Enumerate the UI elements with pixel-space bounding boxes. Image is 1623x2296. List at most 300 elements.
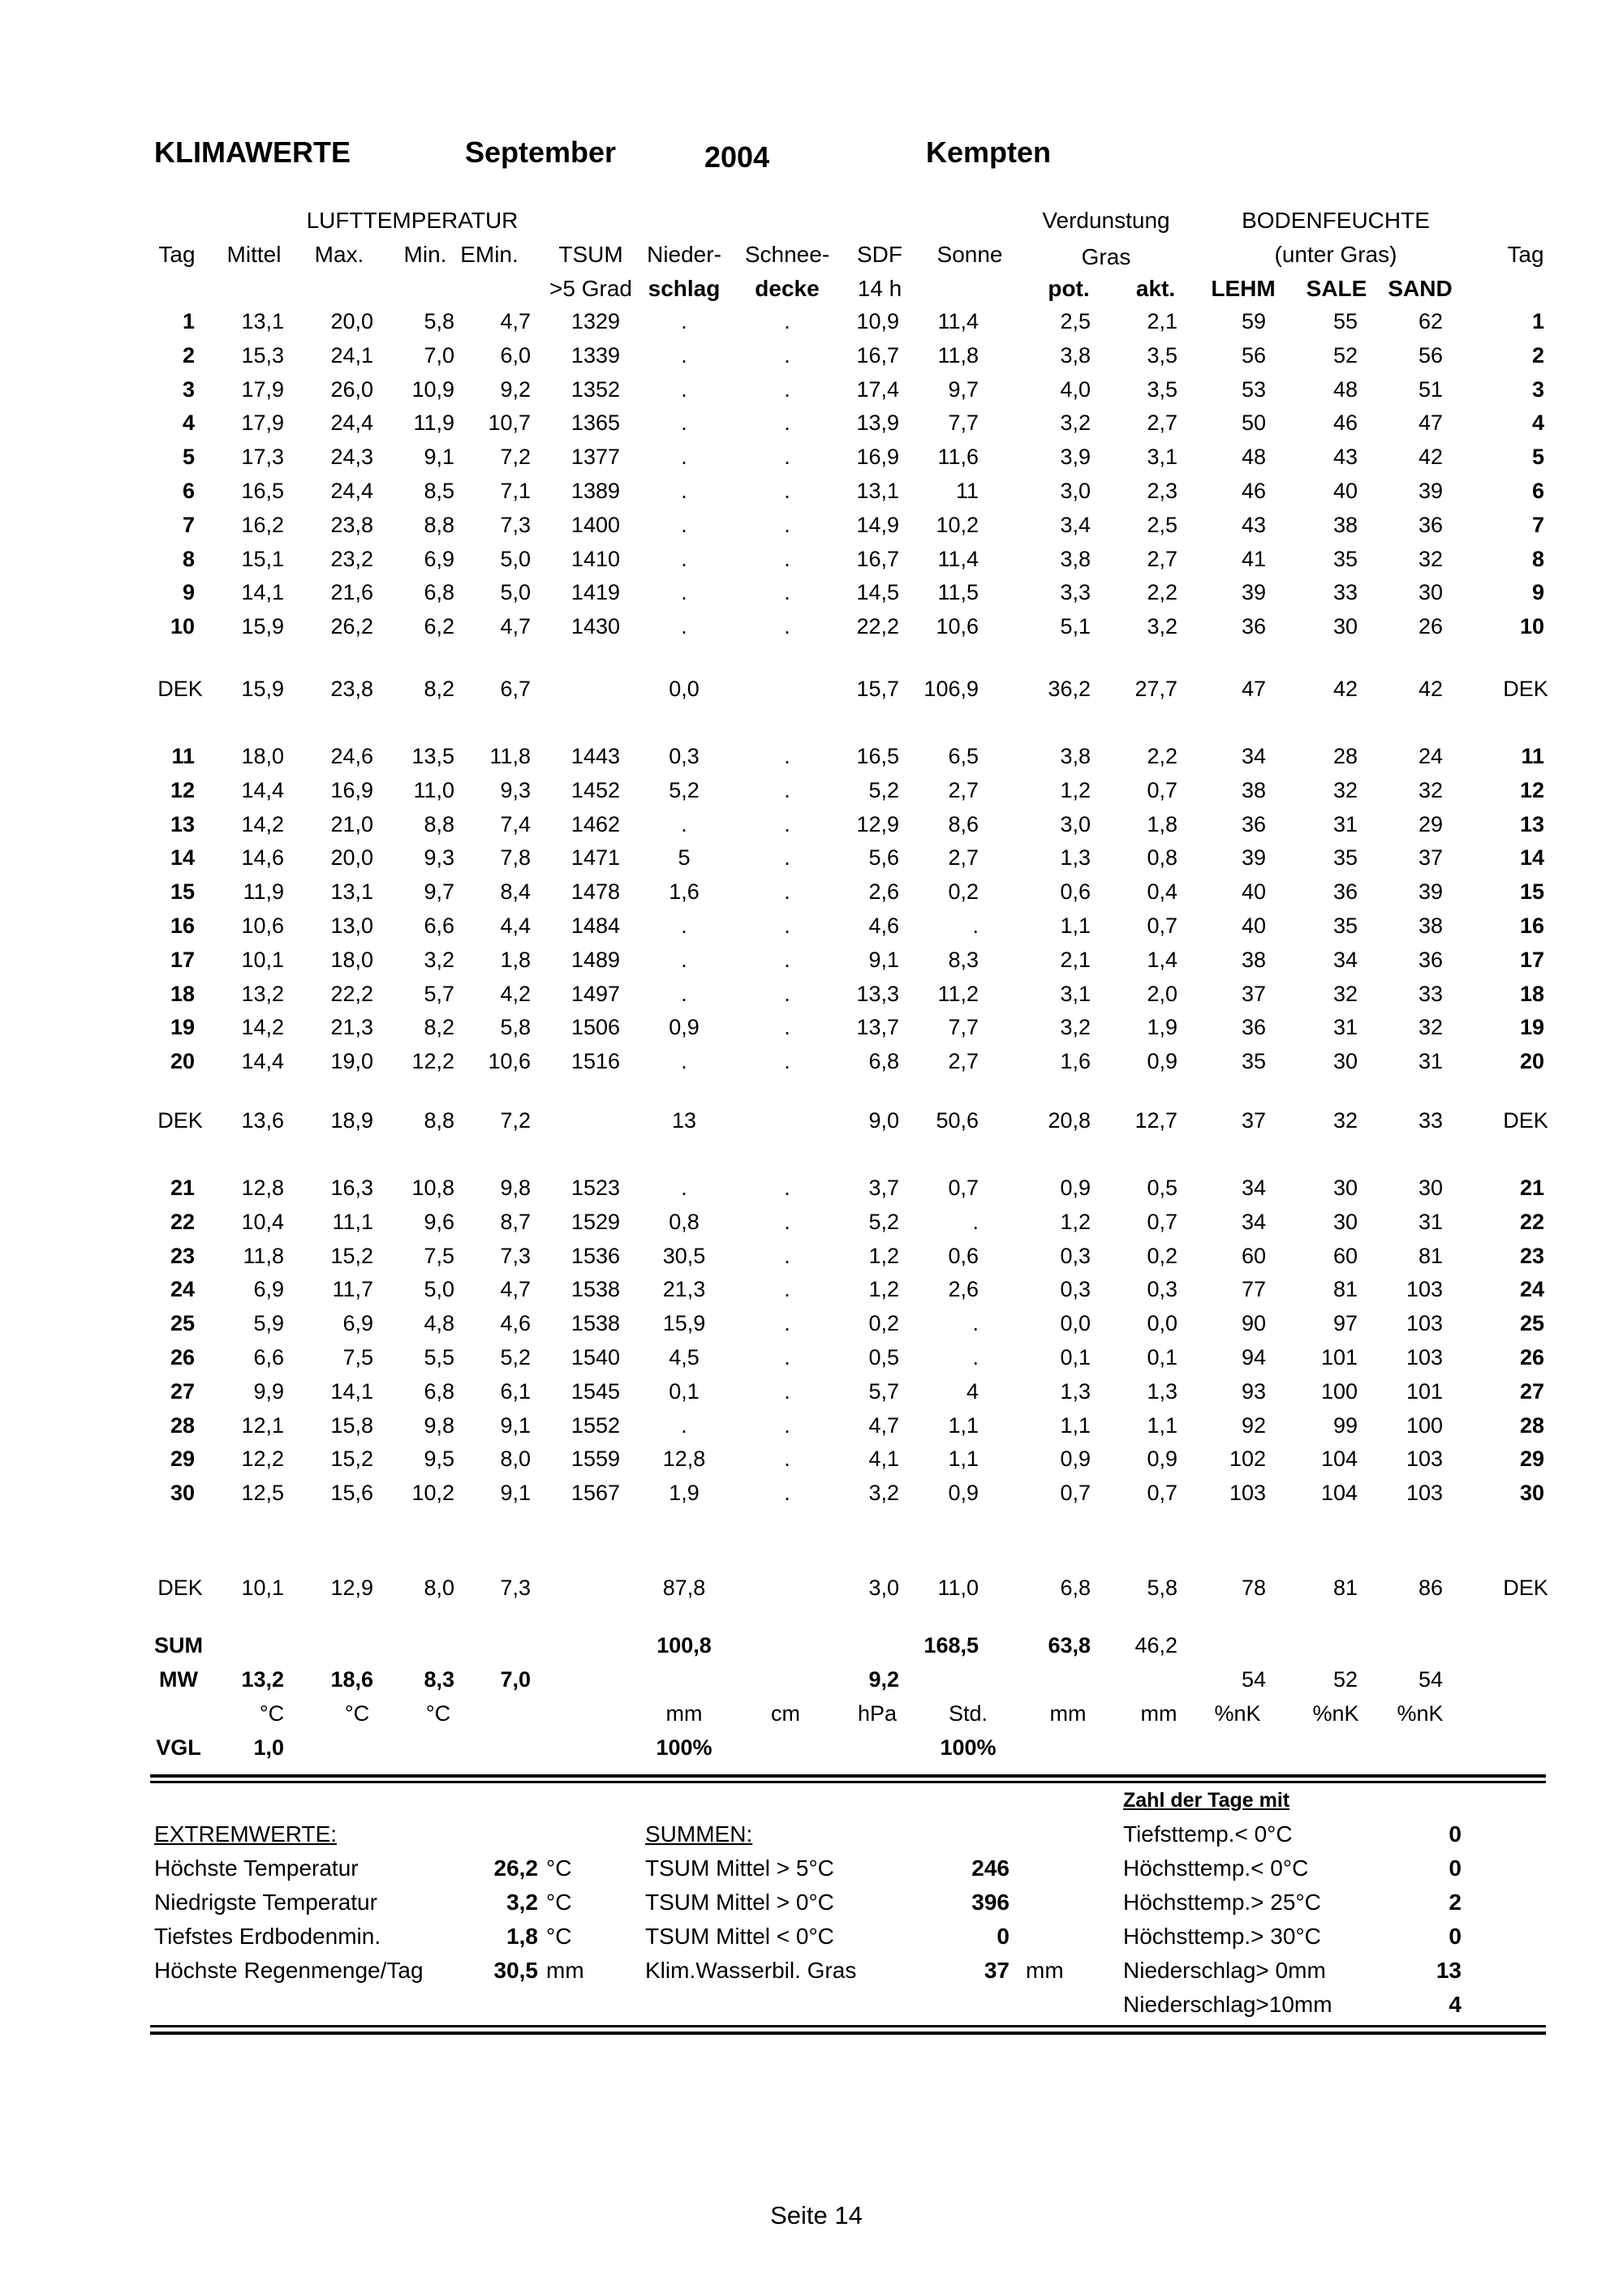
table-row-day-7-sale: 38: [1332, 513, 1358, 537]
table-row-day-12-tag-right: 12: [1519, 778, 1544, 802]
table-row-day-29-max: 15,2: [330, 1447, 373, 1471]
table-row-day-13-niederschlag: .: [681, 812, 687, 836]
table-row-day-8-emin: 5,0: [500, 547, 531, 571]
table-row-day-21-verdunstung-akt: 0,5: [1147, 1176, 1177, 1200]
header-schnee-2: decke: [755, 276, 820, 301]
table-row-day-28-verdunstung-pot: 1,1: [1060, 1413, 1091, 1438]
table-row-day-3-verdunstung-pot: 4,0: [1060, 377, 1091, 402]
table-row-day-18-tag: 18: [170, 982, 195, 1006]
table-row-day-28-sale: 99: [1332, 1413, 1358, 1438]
table-row-day-26-schneedecke: .: [784, 1345, 790, 1369]
table-row-day-27-mittel: 9,9: [253, 1379, 284, 1404]
doc-title: KLIMAWERTE: [154, 135, 351, 169]
table-row-units-max: °C: [344, 1701, 370, 1726]
table-row-day-22-mittel: 10,4: [241, 1210, 284, 1234]
zahl-tage-label: Tiefsttemp.< 0°C: [1123, 1821, 1293, 1847]
table-row-day-22-schneedecke: .: [784, 1210, 790, 1234]
table-row-units-mittel: °C: [259, 1701, 285, 1726]
table-row-day-1-verdunstung-akt: 2,1: [1147, 309, 1177, 333]
table-row-day-13-tsum: 1462: [570, 812, 620, 836]
table-row-dek-2-emin: 7,2: [500, 1108, 531, 1133]
table-row-day-21-schneedecke: .: [784, 1176, 790, 1200]
table-row-day-21-sale: 30: [1332, 1176, 1358, 1200]
table-row-day-13-sand: 29: [1418, 812, 1443, 836]
table-row-day-27-max: 14,1: [330, 1379, 373, 1404]
table-row-day-13-verdunstung-akt: 1,8: [1147, 812, 1177, 836]
table-row-day-3-verdunstung-akt: 3,5: [1147, 377, 1177, 402]
table-row-day-9-verdunstung-pot: 3,3: [1060, 580, 1091, 604]
header-nieder: Nieder-: [647, 242, 721, 267]
table-row-day-10-lehm: 36: [1241, 614, 1266, 638]
table-row-day-26-tag: 26: [170, 1345, 195, 1369]
table-row-dek-1-sale: 42: [1332, 677, 1358, 701]
table-row-day-4-max: 24,4: [330, 411, 373, 435]
table-row-day-11-mittel: 18,0: [241, 744, 284, 768]
table-row-day-3-sale: 48: [1332, 377, 1358, 402]
table-row-day-12-sale: 32: [1332, 778, 1358, 802]
header-sonne: Sonne: [936, 242, 1003, 267]
table-row-day-27-lehm: 93: [1241, 1379, 1266, 1404]
table-row-day-7-tag: 7: [182, 513, 195, 537]
table-row-day-3-min: 10,9: [411, 377, 454, 402]
table-row-day-7-tsum: 1400: [570, 513, 620, 537]
table-row-day-28-verdunstung-akt: 1,1: [1147, 1413, 1177, 1438]
table-row-day-16-sonne: .: [972, 914, 979, 938]
table-row-day-24-niederschlag: 21,3: [662, 1277, 706, 1301]
summe-unit: mm: [1026, 1958, 1064, 1983]
table-row-day-20-schneedecke: .: [784, 1049, 790, 1073]
table-row-day-15-lehm: 40: [1241, 879, 1266, 904]
table-row-dek-3-niederschlag: 87,8: [662, 1576, 706, 1600]
table-row-day-4-lehm: 50: [1241, 411, 1266, 435]
table-row-day-18-max: 22,2: [330, 982, 373, 1006]
table-row-day-5-min: 9,1: [424, 445, 454, 469]
zahl-tage-value: 4: [1449, 1992, 1462, 2017]
table-row-day-4-min: 11,9: [413, 411, 454, 435]
table-row-sum-niederschlag: 100,8: [657, 1633, 712, 1658]
header-lufttemperatur: LUFTTEMPERATUR: [306, 208, 519, 233]
table-row-day-29-emin: 8,0: [500, 1447, 531, 1471]
table-row-day-18-verdunstung-akt: 2,0: [1147, 982, 1177, 1006]
table-row-day-1-schneedecke: .: [784, 309, 790, 333]
table-row-day-2-sonne: 11,8: [937, 343, 979, 368]
table-row-day-7-emin: 7,3: [500, 513, 531, 537]
table-row-day-7-sdf: 14,9: [856, 513, 899, 537]
table-row-day-23-verdunstung-pot: 0,3: [1060, 1244, 1091, 1268]
table-row-day-28-tag-right: 28: [1519, 1413, 1544, 1438]
table-row-day-30-verdunstung-pot: 0,7: [1060, 1481, 1091, 1505]
table-row-day-29-verdunstung-pot: 0,9: [1060, 1447, 1091, 1471]
table-row-day-10-emin: 4,7: [500, 614, 531, 638]
table-row-day-21-verdunstung-pot: 0,9: [1060, 1176, 1091, 1200]
table-row-day-20-mittel: 14,4: [241, 1049, 284, 1073]
table-row-day-17-tag: 17: [170, 948, 195, 972]
header-min: Min.: [403, 242, 447, 267]
table-row-day-4-emin: 10,7: [488, 411, 531, 435]
table-row-day-29-niederschlag: 12,8: [662, 1447, 706, 1471]
table-row-day-9-emin: 5,0: [500, 580, 531, 604]
table-row-day-1-mittel: 13,1: [241, 309, 284, 333]
table-row-day-1-tag: 1: [182, 309, 195, 333]
table-row-day-11-tsum: 1443: [570, 744, 620, 768]
table-row-dek-3-tag: DEK: [157, 1576, 203, 1600]
table-row-dek-2-verdunstung-akt: 12,7: [1134, 1108, 1177, 1133]
table-row-day-24-max: 11,7: [332, 1277, 373, 1301]
table-row-day-17-lehm: 38: [1241, 948, 1266, 972]
table-row-dek-3-tag-right: DEK: [1503, 1576, 1548, 1600]
table-row-day-15-sdf: 2,6: [868, 879, 899, 904]
table-row-day-21-min: 10,8: [411, 1176, 454, 1200]
table-row-day-23-tag-right: 23: [1519, 1244, 1544, 1268]
table-row-day-29-min: 9,5: [424, 1447, 454, 1471]
table-row-day-27-tag: 27: [170, 1379, 195, 1404]
table-row-day-16-mittel: 10,6: [241, 914, 284, 938]
table-row-day-12-sonne: 2,7: [948, 778, 979, 802]
table-row-dek-1-emin: 6,7: [500, 677, 531, 701]
table-row-day-16-lehm: 40: [1241, 914, 1266, 938]
table-row-day-26-max: 7,5: [342, 1345, 373, 1369]
table-row-day-29-tsum: 1559: [570, 1447, 620, 1471]
table-row-dek-1-verdunstung-akt: 27,7: [1134, 677, 1177, 701]
table-row-day-4-mittel: 17,9: [241, 411, 284, 435]
table-row-day-26-tag-right: 26: [1519, 1345, 1544, 1369]
table-row-day-1-max: 20,0: [330, 309, 373, 333]
table-row-day-14-max: 20,0: [330, 845, 373, 870]
table-row-day-10-sdf: 22,2: [856, 614, 899, 638]
table-row-day-8-sale: 35: [1332, 547, 1358, 571]
table-row-day-7-tag-right: 7: [1531, 513, 1544, 537]
table-row-day-10-sand: 26: [1418, 614, 1443, 638]
table-row-day-14-schneedecke: .: [784, 845, 790, 870]
table-row-day-9-lehm: 39: [1241, 580, 1266, 604]
table-row-day-11-verdunstung-pot: 3,8: [1060, 744, 1091, 768]
table-row-mw-max: 18,6: [330, 1667, 373, 1692]
table-row-day-4-schneedecke: .: [784, 411, 790, 435]
table-row-day-23-sdf: 1,2: [868, 1244, 899, 1268]
table-row-day-6-max: 24,4: [330, 479, 373, 503]
table-row-day-8-tag: 8: [182, 547, 195, 571]
table-row-day-25-sonne: .: [972, 1311, 979, 1335]
table-row-day-5-tsum: 1377: [570, 445, 620, 469]
table-row-day-12-sand: 32: [1418, 778, 1443, 802]
table-row-day-2-tag-right: 2: [1531, 343, 1544, 368]
table-row-mw-mittel: 13,2: [241, 1667, 284, 1692]
table-row-day-20-tsum: 1516: [570, 1049, 620, 1073]
summen-heading: SUMMEN:: [645, 1821, 753, 1847]
header-sdf-unit: 14 h: [857, 276, 902, 301]
extremwert-value: 1,8: [506, 1924, 538, 1949]
table-row-day-8-tsum: 1410: [570, 547, 620, 571]
extremwert-value: 26,2: [493, 1855, 538, 1881]
table-row-day-14-tag: 14: [170, 845, 195, 870]
table-row-day-22-tag: 22: [170, 1210, 195, 1234]
table-row-day-15-min: 9,7: [424, 879, 454, 904]
table-row-day-1-verdunstung-pot: 2,5: [1060, 309, 1091, 333]
table-row-day-17-mittel: 10,1: [241, 948, 284, 972]
table-row-day-11-niederschlag: 0,3: [669, 744, 700, 768]
header-lehm: LEHM: [1211, 276, 1276, 301]
table-row-day-13-lehm: 36: [1241, 812, 1266, 836]
table-row-day-7-lehm: 43: [1241, 513, 1266, 537]
table-row-day-27-niederschlag: 0,1: [669, 1379, 700, 1404]
table-row-day-4-sale: 46: [1332, 411, 1358, 435]
table-row-day-15-emin: 8,4: [500, 879, 531, 904]
table-row-dek-3-sand: 86: [1418, 1576, 1443, 1600]
table-row-dek-3-max: 12,9: [330, 1576, 373, 1600]
table-row-day-19-sdf: 13,7: [856, 1015, 899, 1039]
table-row-day-6-tag-right: 6: [1531, 479, 1544, 503]
table-row-day-7-sonne: 10,2: [936, 513, 979, 537]
table-row-day-9-sand: 30: [1418, 580, 1443, 604]
table-row-day-1-sdf: 10,9: [856, 309, 899, 333]
table-row-day-25-mittel: 5,9: [253, 1311, 284, 1335]
table-row-day-2-max: 24,1: [330, 343, 373, 368]
table-row-day-20-sonne: 2,7: [948, 1049, 979, 1073]
table-row-day-22-niederschlag: 0,8: [669, 1210, 700, 1234]
table-row-sum-verdunstung-pot: 63,8: [1048, 1633, 1091, 1658]
table-row-day-9-tag-right: 9: [1531, 580, 1544, 604]
table-row-day-6-verdunstung-akt: 2,3: [1147, 479, 1177, 503]
zahl-tage-value: 2: [1449, 1890, 1462, 1915]
summe-label: Klim.Wasserbil. Gras: [645, 1958, 857, 1983]
table-row-vgl-sonne: 100%: [940, 1735, 997, 1760]
extremwert-unit: °C: [546, 1855, 572, 1881]
table-row-dek-2-niederschlag: 13: [671, 1108, 697, 1133]
table-row-day-6-lehm: 46: [1241, 479, 1266, 503]
table-row-day-15-schneedecke: .: [784, 879, 790, 904]
table-row-day-27-sand: 101: [1406, 1379, 1443, 1404]
table-row-day-21-niederschlag: .: [681, 1176, 687, 1200]
table-row-day-25-min: 4,8: [424, 1311, 454, 1335]
header-emin: EMin.: [460, 242, 519, 267]
table-row-day-10-min: 6,2: [424, 614, 454, 638]
table-row-day-12-sdf: 5,2: [868, 778, 899, 802]
table-row-day-19-max: 21,3: [330, 1015, 373, 1039]
table-row-day-16-sdf: 4,6: [868, 914, 899, 938]
extremwert-label: Niedrigste Temperatur: [154, 1890, 377, 1915]
table-row-day-28-emin: 9,1: [500, 1413, 531, 1438]
table-row-day-20-verdunstung-akt: 0,9: [1147, 1049, 1177, 1073]
table-row-day-2-verdunstung-pot: 3,8: [1060, 343, 1091, 368]
table-row-day-17-min: 3,2: [424, 948, 454, 972]
table-row-day-7-max: 23,8: [330, 513, 373, 537]
table-row-day-11-sonne: 6,5: [948, 744, 979, 768]
table-row-day-25-verdunstung-akt: 0,0: [1147, 1311, 1177, 1335]
table-row-day-20-tag-right: 20: [1519, 1049, 1544, 1073]
table-row-day-4-sdf: 13,9: [856, 411, 899, 435]
table-row-day-17-emin: 1,8: [500, 948, 531, 972]
table-row-units-sale: %nK: [1312, 1701, 1359, 1726]
table-row-day-8-lehm: 41: [1241, 547, 1266, 571]
table-row-day-18-mittel: 13,2: [241, 982, 284, 1006]
table-row-day-25-max: 6,9: [342, 1311, 373, 1335]
table-row-day-27-tsum: 1545: [570, 1379, 620, 1404]
table-row-day-21-lehm: 34: [1241, 1176, 1266, 1200]
table-row-day-19-sand: 32: [1418, 1015, 1443, 1039]
table-row-day-24-tag: 24: [170, 1277, 195, 1301]
table-row-day-2-tsum: 1339: [570, 343, 620, 368]
table-row-day-14-tsum: 1471: [570, 845, 620, 870]
table-row-day-14-min: 9,3: [424, 845, 454, 870]
summe-value: 396: [971, 1890, 1010, 1915]
table-row-day-14-niederschlag: 5: [678, 845, 691, 870]
table-row-units-min: °C: [425, 1701, 451, 1726]
table-row-day-26-sdf: 0,5: [868, 1345, 899, 1369]
table-row-day-23-lehm: 60: [1241, 1244, 1266, 1268]
table-row-day-17-tsum: 1489: [570, 948, 620, 972]
table-row-day-17-niederschlag: .: [681, 948, 687, 972]
table-row-day-9-sale: 33: [1332, 580, 1358, 604]
zahl-tage-value: 0: [1449, 1855, 1462, 1881]
table-row-day-13-mittel: 14,2: [241, 812, 284, 836]
table-row-day-24-lehm: 77: [1241, 1277, 1266, 1301]
summe-value: 37: [984, 1958, 1010, 1983]
table-row-day-23-mittel: 11,8: [243, 1244, 284, 1268]
table-row-day-6-sdf: 13,1: [856, 479, 899, 503]
table-row-day-19-mittel: 14,2: [241, 1015, 284, 1039]
table-row-day-30-emin: 9,1: [500, 1481, 531, 1505]
table-row-day-7-sand: 36: [1418, 513, 1443, 537]
table-row-dek-3-sale: 81: [1332, 1576, 1358, 1600]
table-row-day-15-mittel: 11,9: [243, 879, 284, 904]
table-row-day-30-tag: 30: [170, 1481, 195, 1505]
table-row-day-9-tag: 9: [182, 580, 195, 604]
table-row-day-30-verdunstung-akt: 0,7: [1147, 1481, 1177, 1505]
table-row-day-21-tag-right: 21: [1519, 1176, 1544, 1200]
table-row-day-7-mittel: 16,2: [241, 513, 284, 537]
table-row-day-11-tag: 11: [171, 744, 195, 768]
table-row-day-17-sdf: 9,1: [868, 948, 899, 972]
table-row-day-23-max: 15,2: [330, 1244, 373, 1268]
header-tag: Tag: [158, 242, 196, 267]
table-row-units-verdunstung-pot: mm: [1049, 1701, 1087, 1726]
table-row-day-8-mittel: 15,1: [241, 547, 284, 571]
table-row-day-5-schneedecke: .: [784, 445, 790, 469]
table-row-day-6-emin: 7,1: [500, 479, 531, 503]
table-row-day-23-sand: 81: [1418, 1244, 1443, 1268]
table-row-vgl-mittel: 1,0: [253, 1735, 284, 1760]
table-row-day-25-sand: 103: [1406, 1311, 1443, 1335]
table-row-day-8-niederschlag: .: [681, 547, 687, 571]
table-row-dek-3-verdunstung-pot: 6,8: [1060, 1576, 1091, 1600]
table-row-day-5-sdf: 16,9: [856, 445, 899, 469]
table-row-day-19-tsum: 1506: [570, 1015, 620, 1039]
table-row-day-17-verdunstung-pot: 2,1: [1060, 948, 1091, 972]
table-row-day-6-sale: 40: [1332, 479, 1358, 503]
table-row-day-16-niederschlag: .: [681, 914, 687, 938]
table-row-day-17-sonne: 8,3: [948, 948, 979, 972]
table-row-day-2-tag: 2: [182, 343, 195, 368]
table-row-day-14-verdunstung-pot: 1,3: [1060, 845, 1091, 870]
table-row-day-26-emin: 5,2: [500, 1345, 531, 1369]
table-row-dek-3-verdunstung-akt: 5,8: [1147, 1576, 1177, 1600]
table-row-day-30-min: 10,2: [411, 1481, 454, 1505]
table-row-day-26-mittel: 6,6: [253, 1345, 284, 1369]
table-row-day-7-schneedecke: .: [784, 513, 790, 537]
table-row-day-10-tsum: 1430: [570, 614, 620, 638]
table-row-day-7-min: 8,8: [424, 513, 454, 537]
table-row-day-5-sand: 42: [1418, 445, 1443, 469]
table-row-dek-2-tag: DEK: [157, 1108, 203, 1133]
table-row-day-20-min: 12,2: [411, 1049, 454, 1073]
table-row-day-18-tsum: 1497: [570, 982, 620, 1006]
header-akt: akt.: [1135, 276, 1176, 301]
table-row-day-22-tag-right: 22: [1519, 1210, 1544, 1234]
table-row-dek-3-lehm: 78: [1241, 1576, 1266, 1600]
table-row-day-29-lehm: 102: [1229, 1447, 1266, 1471]
table-row-day-5-mittel: 17,3: [241, 445, 284, 469]
table-row-day-4-sand: 47: [1418, 411, 1443, 435]
table-row-day-2-schneedecke: .: [784, 343, 790, 368]
table-row-day-23-emin: 7,3: [500, 1244, 531, 1268]
table-row-day-3-sand: 51: [1418, 377, 1443, 402]
table-row-day-17-sale: 34: [1332, 948, 1358, 972]
table-row-day-22-emin: 8,7: [500, 1210, 531, 1234]
table-row-day-28-mittel: 12,1: [241, 1413, 284, 1438]
table-row-day-20-lehm: 35: [1241, 1049, 1266, 1073]
table-row-day-27-schneedecke: .: [784, 1379, 790, 1404]
table-row-day-20-niederschlag: .: [681, 1049, 687, 1073]
table-row-day-29-tag-right: 29: [1519, 1447, 1544, 1471]
extremwert-value: 3,2: [506, 1890, 538, 1915]
table-row-day-27-verdunstung-akt: 1,3: [1147, 1379, 1177, 1404]
table-row-day-21-sdf: 3,7: [868, 1176, 899, 1200]
table-row-day-8-verdunstung-pot: 3,8: [1060, 547, 1091, 571]
table-row-dek-3-sonne: 11,0: [937, 1576, 979, 1600]
table-row-day-15-tag-right: 15: [1519, 879, 1544, 904]
table-row-day-5-verdunstung-pot: 3,9: [1060, 445, 1091, 469]
table-row-day-14-mittel: 14,6: [241, 845, 284, 870]
table-row-day-22-verdunstung-pot: 1,2: [1060, 1210, 1091, 1234]
table-row-day-2-sale: 52: [1332, 343, 1358, 368]
table-row-day-30-max: 15,6: [330, 1481, 373, 1505]
table-row-day-30-sdf: 3,2: [868, 1481, 899, 1505]
header-schnee: Schnee-: [744, 242, 830, 267]
table-row-day-25-lehm: 90: [1241, 1311, 1266, 1335]
table-row-day-26-sale: 101: [1320, 1345, 1358, 1369]
table-row-units-sand: %nK: [1397, 1701, 1444, 1726]
table-row-day-10-verdunstung-akt: 3,2: [1147, 614, 1177, 638]
table-row-day-17-schneedecke: .: [784, 948, 790, 972]
table-row-dek-2-sonne: 50,6: [936, 1108, 979, 1133]
table-row-day-17-sand: 36: [1418, 948, 1443, 972]
table-row-day-23-tag: 23: [170, 1244, 195, 1268]
table-row-day-15-sonne: 0,2: [948, 879, 979, 904]
table-row-day-11-min: 13,5: [411, 744, 454, 768]
table-row-day-11-emin: 11,8: [489, 744, 531, 768]
table-row-day-9-max: 21,6: [330, 580, 373, 604]
table-row-day-18-lehm: 37: [1241, 982, 1266, 1006]
table-row-day-28-sonne: 1,1: [948, 1413, 979, 1438]
table-row-dek-1-min: 8,2: [424, 677, 454, 701]
header-max: Max.: [314, 242, 364, 267]
table-row-day-18-sonne: 11,2: [937, 982, 979, 1006]
table-row-day-18-schneedecke: .: [784, 982, 790, 1006]
table-row-day-6-verdunstung-pot: 3,0: [1060, 479, 1091, 503]
table-row-day-14-sdf: 5,6: [868, 845, 899, 870]
table-row-mw-tag: MW: [159, 1667, 198, 1692]
table-row-sum-sonne: 168,5: [923, 1633, 979, 1658]
extremwert-label: Höchste Regenmenge/Tag: [154, 1958, 424, 1983]
table-row-day-23-niederschlag: 30,5: [662, 1244, 706, 1268]
table-row-vgl-tag: VGL: [156, 1735, 201, 1760]
table-row-day-15-verdunstung-akt: 0,4: [1147, 879, 1177, 904]
header-bodenfeuchte: BODENFEUCHTE: [1242, 208, 1430, 233]
table-row-day-24-tag-right: 24: [1519, 1277, 1544, 1301]
table-row-day-29-sdf: 4,1: [868, 1447, 899, 1471]
table-row-day-28-lehm: 92: [1241, 1413, 1266, 1438]
table-row-day-14-sale: 35: [1332, 845, 1358, 870]
